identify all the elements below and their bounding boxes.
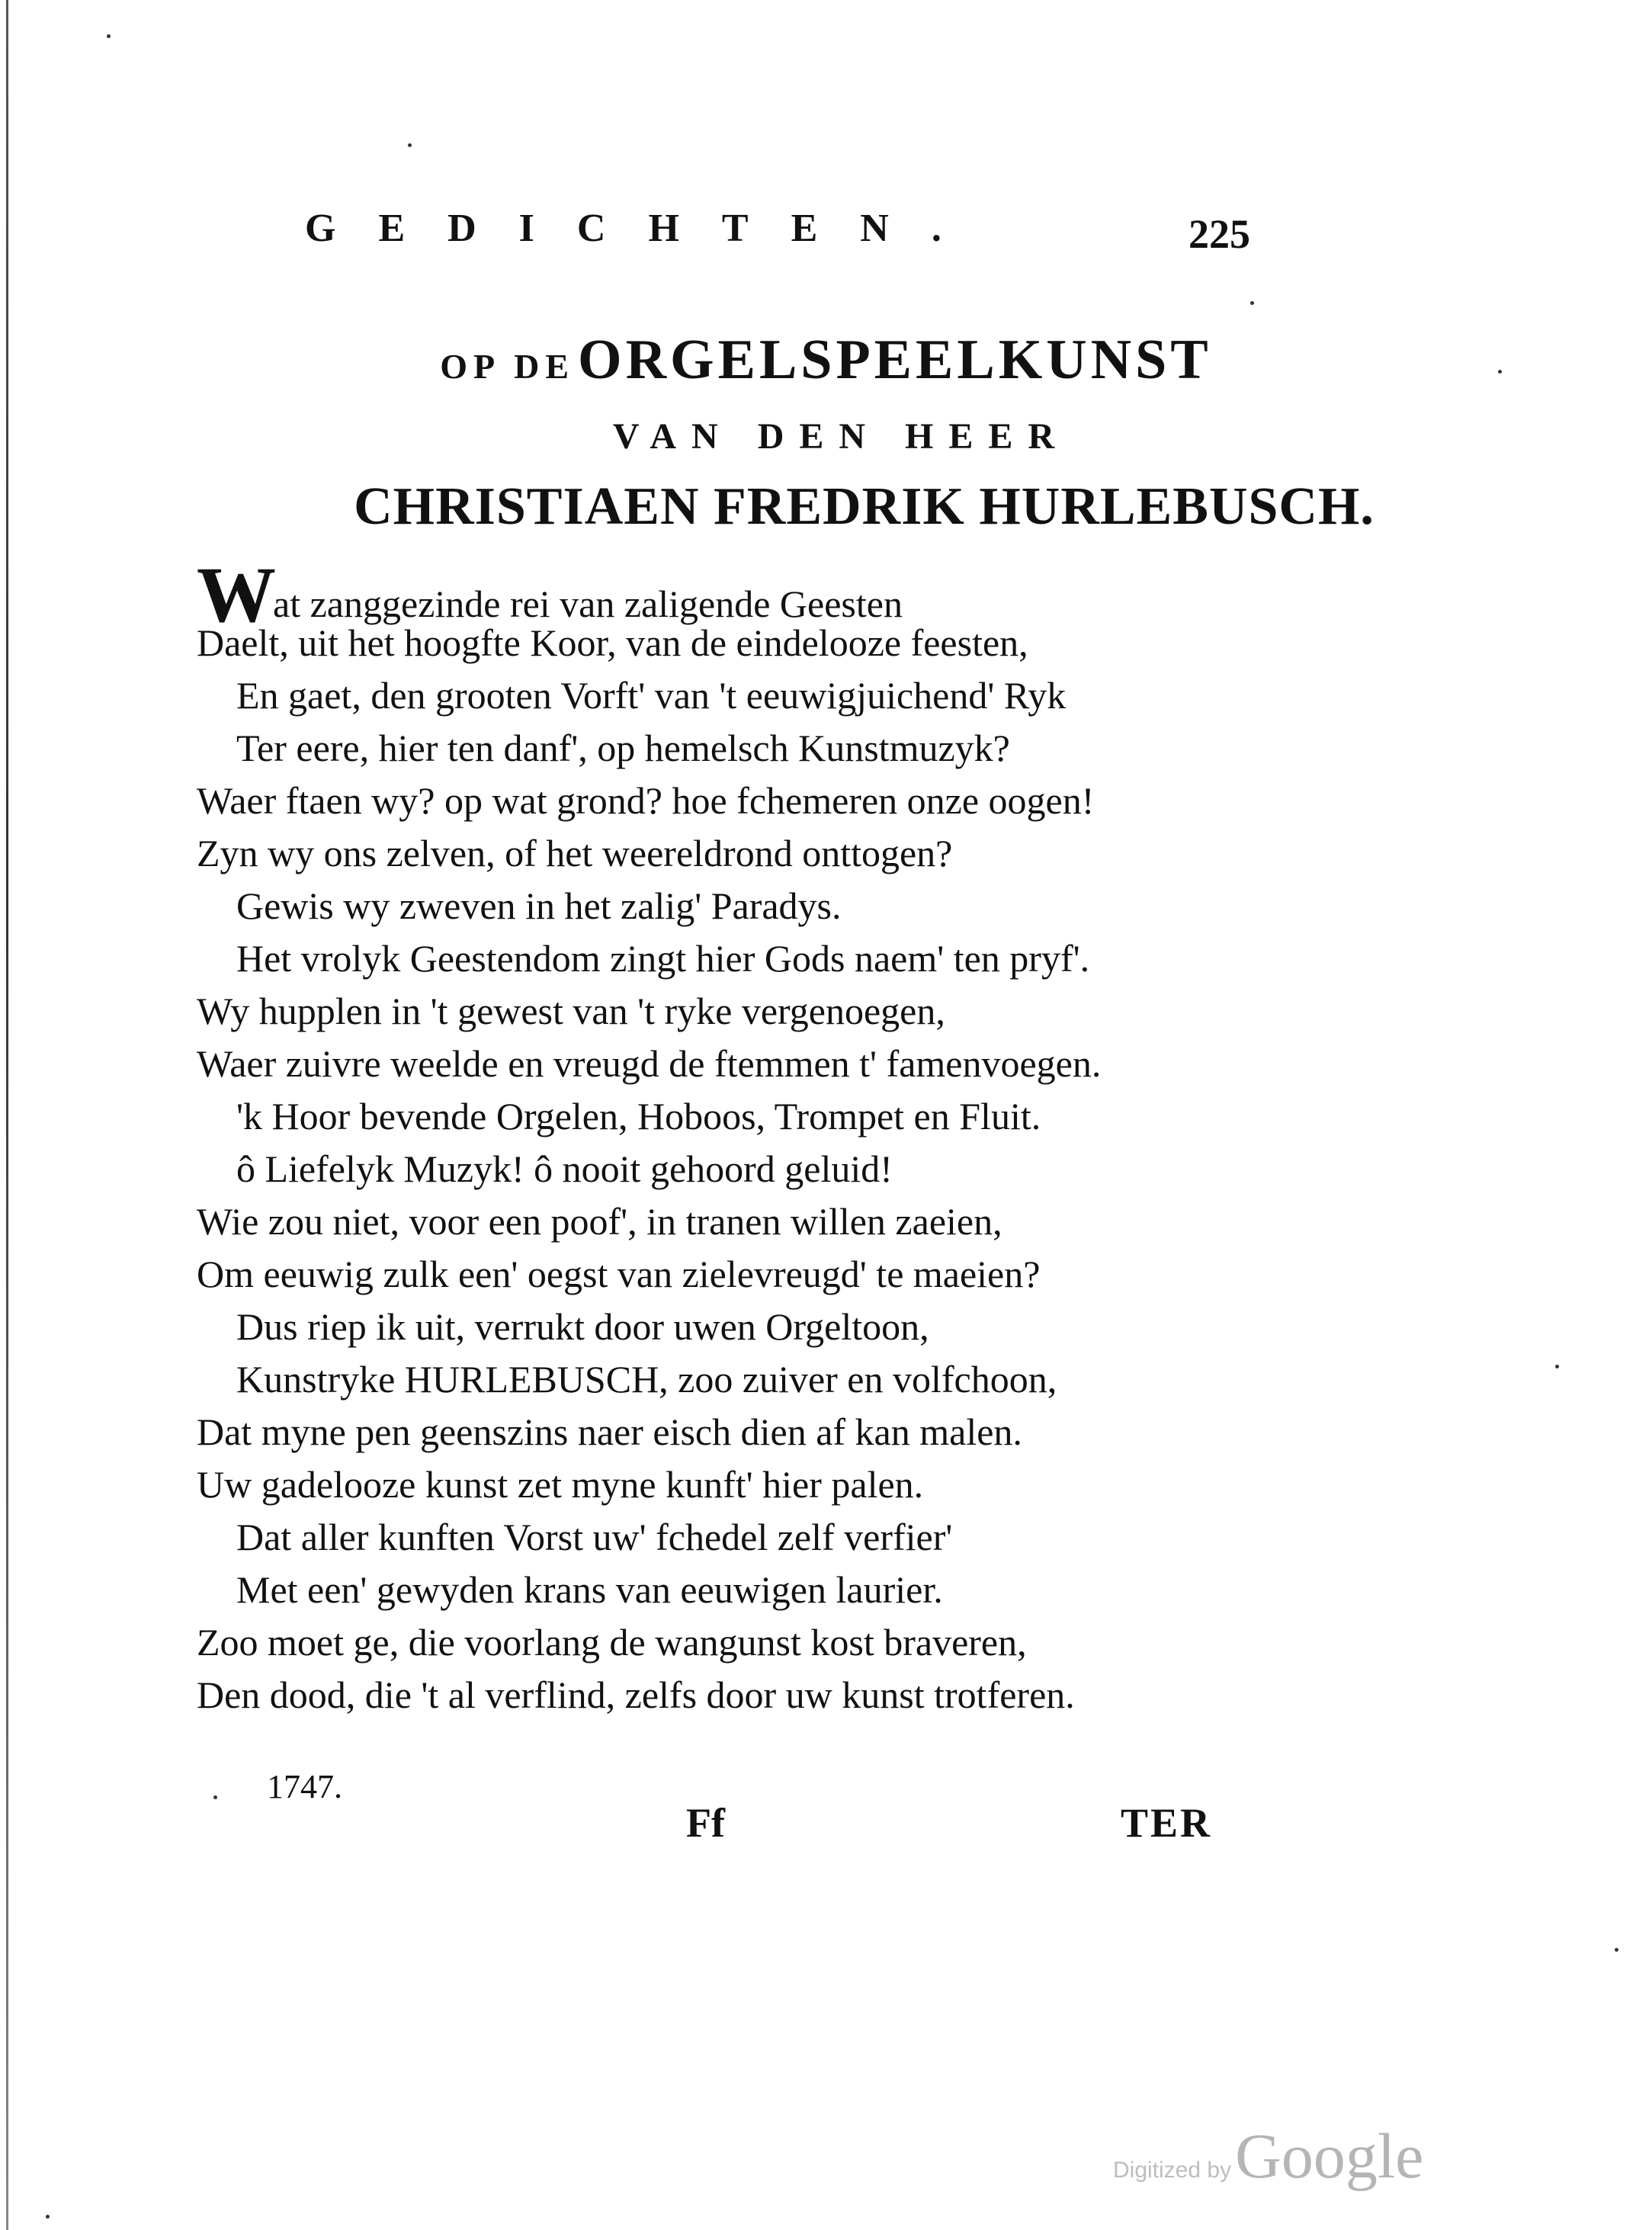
page-number: 225 [1188, 211, 1250, 257]
poem-line: Kunstryke HURLEBUSCH, zoo zuiver en volfchoon, [236, 1358, 1057, 1401]
poem-line: Dus riep ik uit, verrukt door uwen Orgeltoon, [236, 1305, 929, 1348]
catchword: TER [1121, 1800, 1213, 1846]
poem-line: Uw gadelooze kunst zet myne kunft' hier palen. [197, 1463, 924, 1506]
paper-speck [1250, 301, 1254, 305]
drop-cap: W [197, 551, 273, 639]
title-subtitle: VAN DEN HEER [612, 416, 1070, 457]
title-dedicatee: CHRISTIAEN FREDRIK HURLEBUSCH. [354, 477, 1375, 536]
poem-body [197, 551, 1279, 1721]
running-head [305, 206, 1273, 274]
poem-line: 'k Hoor bevende Orgelen, Hoboos, Trompet en Fluit. [236, 1095, 1041, 1137]
paper-speck [1555, 1365, 1559, 1368]
poem-line [197, 551, 1279, 639]
poem-line: Waer zuivre weelde en vreugd de ftemmen t' famenvoegen. [197, 1042, 1102, 1085]
poem-line: Om eeuwig zulk een' oegst van zielevreugd' te maeien? [197, 1253, 1041, 1295]
running-title: GEDICHTEN. [305, 207, 984, 250]
paper-speck [213, 1795, 217, 1799]
poem-line: Zoo moet ge, die voorlang de wangunst kost braveren, [197, 1621, 1027, 1664]
poem-line: Dat myne pen geenszins naer eisch dien af kan malen. [197, 1410, 1022, 1453]
poem-line: Met een' gewyden krans van eeuwigen laurier. [236, 1568, 943, 1611]
poem-date: 1747. [267, 1768, 342, 1805]
watermark-prefix: Digitized by [1113, 2158, 1232, 2183]
poem-line: ô Liefelyk Muzyk! ô nooit gehoord geluid! [236, 1147, 893, 1190]
title-prefix: OP DE [440, 347, 576, 386]
poem-line: Dat aller kunften Vorst uw' fchedel zelf verfier' [236, 1516, 953, 1558]
digitized-watermark [1113, 2119, 1423, 2193]
poem-line: Wie zou niet, voor een poof', in tranen willen zaeien, [197, 1200, 1002, 1243]
poem-line: Waer ftaen wy? op wat grond? hoe fchemeren onze oogen! [197, 779, 1095, 822]
poem-line: Daelt, uit het hoogfte Koor, van de eindelooze feesten, [197, 621, 1028, 664]
google-logo: Google [1235, 2121, 1424, 2192]
poem-line: Wy hupplen in 't gewest van 't ryke vergenoegen, [197, 990, 945, 1032]
signature-mark: Ff [686, 1800, 725, 1846]
paper-speck [1615, 1948, 1618, 1952]
poem-title [0, 328, 1652, 393]
poem-line: Gewis wy zweven in het zalig' Paradys. [236, 884, 842, 927]
poem-line: Den dood, die 't al verflind, zelfs door uw kunst trotferen. [197, 1673, 1075, 1716]
poem-line: Het vrolyk Geestendom zingt hier Gods naem' ten pryf'. [236, 937, 1090, 980]
paper-speck [107, 34, 111, 38]
title-main: ORGELSPEELKUNST [578, 329, 1212, 391]
poem-line: En gaet, den grooten Vorft' van 't eeuwigjuichend' Ryk [236, 674, 1067, 717]
paper-speck [408, 143, 412, 147]
paper-speck [1498, 370, 1502, 374]
poem-line: Zyn wy ons zelven, of het weereldrond onttogen? [197, 832, 953, 874]
poem-line: Ter eere, hier ten danf', op hemelsch Kunstmuzyk? [236, 727, 1010, 769]
paper-speck [46, 2215, 50, 2219]
poem-line-text: at zanggezinde rei van zaligende Geesten [273, 582, 903, 625]
